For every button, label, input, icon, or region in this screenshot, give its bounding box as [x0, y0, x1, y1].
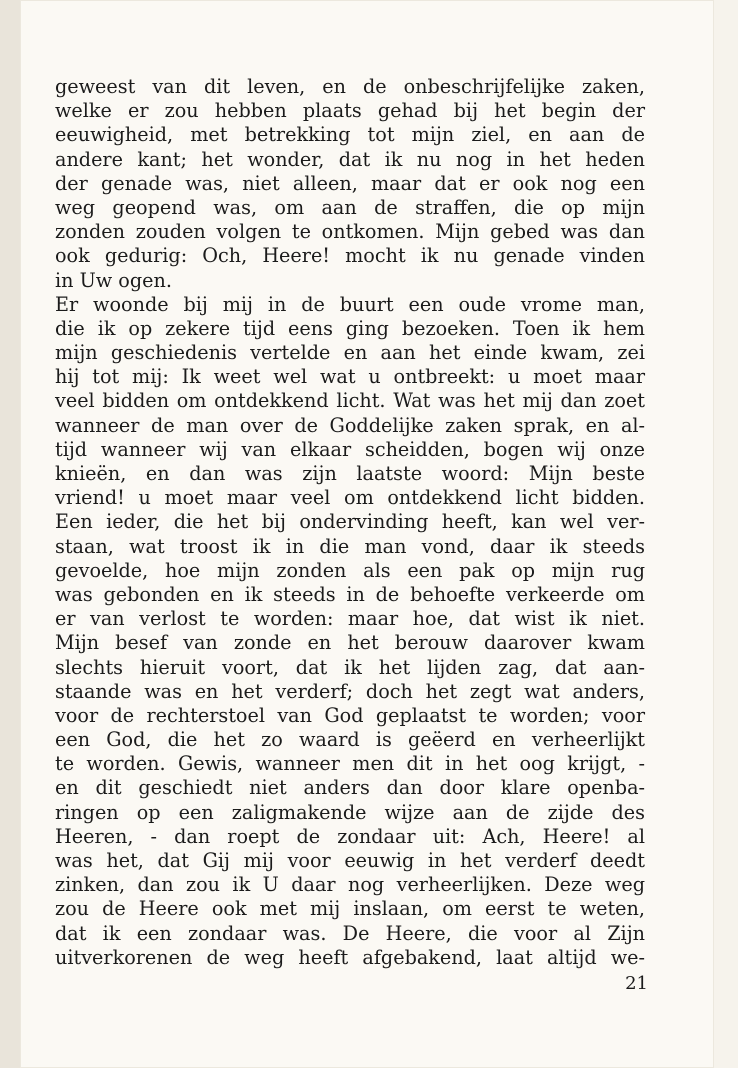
- text-line: te worden. Gewis, wanneer men dit in het oog krijgt, -: [55, 752, 645, 776]
- body-text: [55, 75, 645, 970]
- text-line: slechts hieruit voort, dat ik het lijden zag, dat aan-: [55, 655, 645, 679]
- text-line: geweest van dit leven, en de onbeschrijfelijke zaken,: [55, 75, 645, 98]
- text-line: er van verlost te worden: maar hoe, dat wist ik niet.: [55, 607, 645, 631]
- text-line: uitverkorenen de weg heeft afgebakend, laat altijd we-: [55, 945, 645, 969]
- text-line: hij tot mij: Ik weet wel wat u ontbreekt: u moet maar: [55, 365, 645, 389]
- text-line: welke er zou hebben plaats gehad bij het begin der: [55, 99, 645, 123]
- text-line: knieën, en dan was zijn laatste woord: Mijn beste: [55, 462, 645, 485]
- text-line: Een ieder, die het bij ondervinding heeft, kan wel ver-: [55, 510, 645, 534]
- text-line: zou de Heere ook met mij inslaan, om eerst te weten,: [55, 897, 645, 921]
- text-line: voor de rechterstoel van God geplaatst te worden; voor: [55, 703, 645, 727]
- text-line: der genade was, niet alleen, maar dat er ook nog een: [55, 171, 645, 195]
- text-line: eeuwigheid, met betrekking tot mijn ziel, en aan de: [55, 123, 645, 147]
- text-line: staande was en het verderf; doch het zegt wat anders,: [55, 679, 645, 703]
- page-gutter-shadow: [0, 0, 20, 1068]
- text-line: mijn geschiedenis vertelde en aan het einde kwam, zei: [55, 341, 645, 365]
- text-line: tijd wanneer wij van elkaar scheidden, bogen wij onze: [55, 437, 645, 461]
- text-line: wanneer de man over de Goddelijke zaken sprak, en al-: [55, 413, 645, 437]
- text-line: veel bidden om ontdekkend licht. Wat was het mij dan zoet: [55, 389, 645, 413]
- text-line: zonden zouden volgen te ontkomen. Mijn gebed was dan: [55, 220, 645, 244]
- text-line: en dit geschiedt niet anders dan door klare openba-: [55, 776, 645, 800]
- text-line: vriend! u moet maar veel om ontdekkend licht bidden.: [55, 486, 645, 510]
- text-line: Heeren, - dan roept de zondaar uit: Ach, Heere! al: [55, 824, 645, 848]
- text-line: was gebonden en ik steeds in de behoefte verkeerde om: [55, 582, 645, 606]
- page-number: 21: [625, 973, 648, 994]
- text-line: staan, wat troost ik in die man vond, daar ik steeds: [55, 534, 645, 558]
- text-line: andere kant; het wonder, dat ik nu nog in het heden: [55, 147, 645, 171]
- text-line: gevoelde, hoe mijn zonden als een pak op mijn rug: [55, 558, 645, 582]
- text-line: zinken, dan zou ik U daar nog verheerlijken. Deze weg: [55, 873, 645, 897]
- text-line: dat ik een zondaar was. De Heere, die voor al Zijn: [55, 921, 645, 945]
- text-line: ringen op een zaligmakende wijze aan de zijde des: [55, 800, 645, 824]
- text-line: weg geopend was, om aan de straffen, die op mijn: [55, 195, 645, 219]
- text-line: een God, die het zo waard is geëerd en verheerlijkt: [55, 728, 645, 752]
- text-line: die ik op zekere tijd eens ging bezoeken. Toen ik hem: [55, 316, 645, 340]
- text-line: ook gedurig: Och, Heere! mocht ik nu genade vinden: [55, 244, 645, 268]
- text-line: in Uw ogen.: [55, 268, 172, 292]
- text-line: was het, dat Gij mij voor eeuwig in het verderf deedt: [55, 849, 645, 872]
- text-line: Er woonde bij mij in de buurt een oude vrome man,: [55, 292, 645, 316]
- text-line: Mijn besef van zonde en het berouw daarover kwam: [55, 631, 645, 655]
